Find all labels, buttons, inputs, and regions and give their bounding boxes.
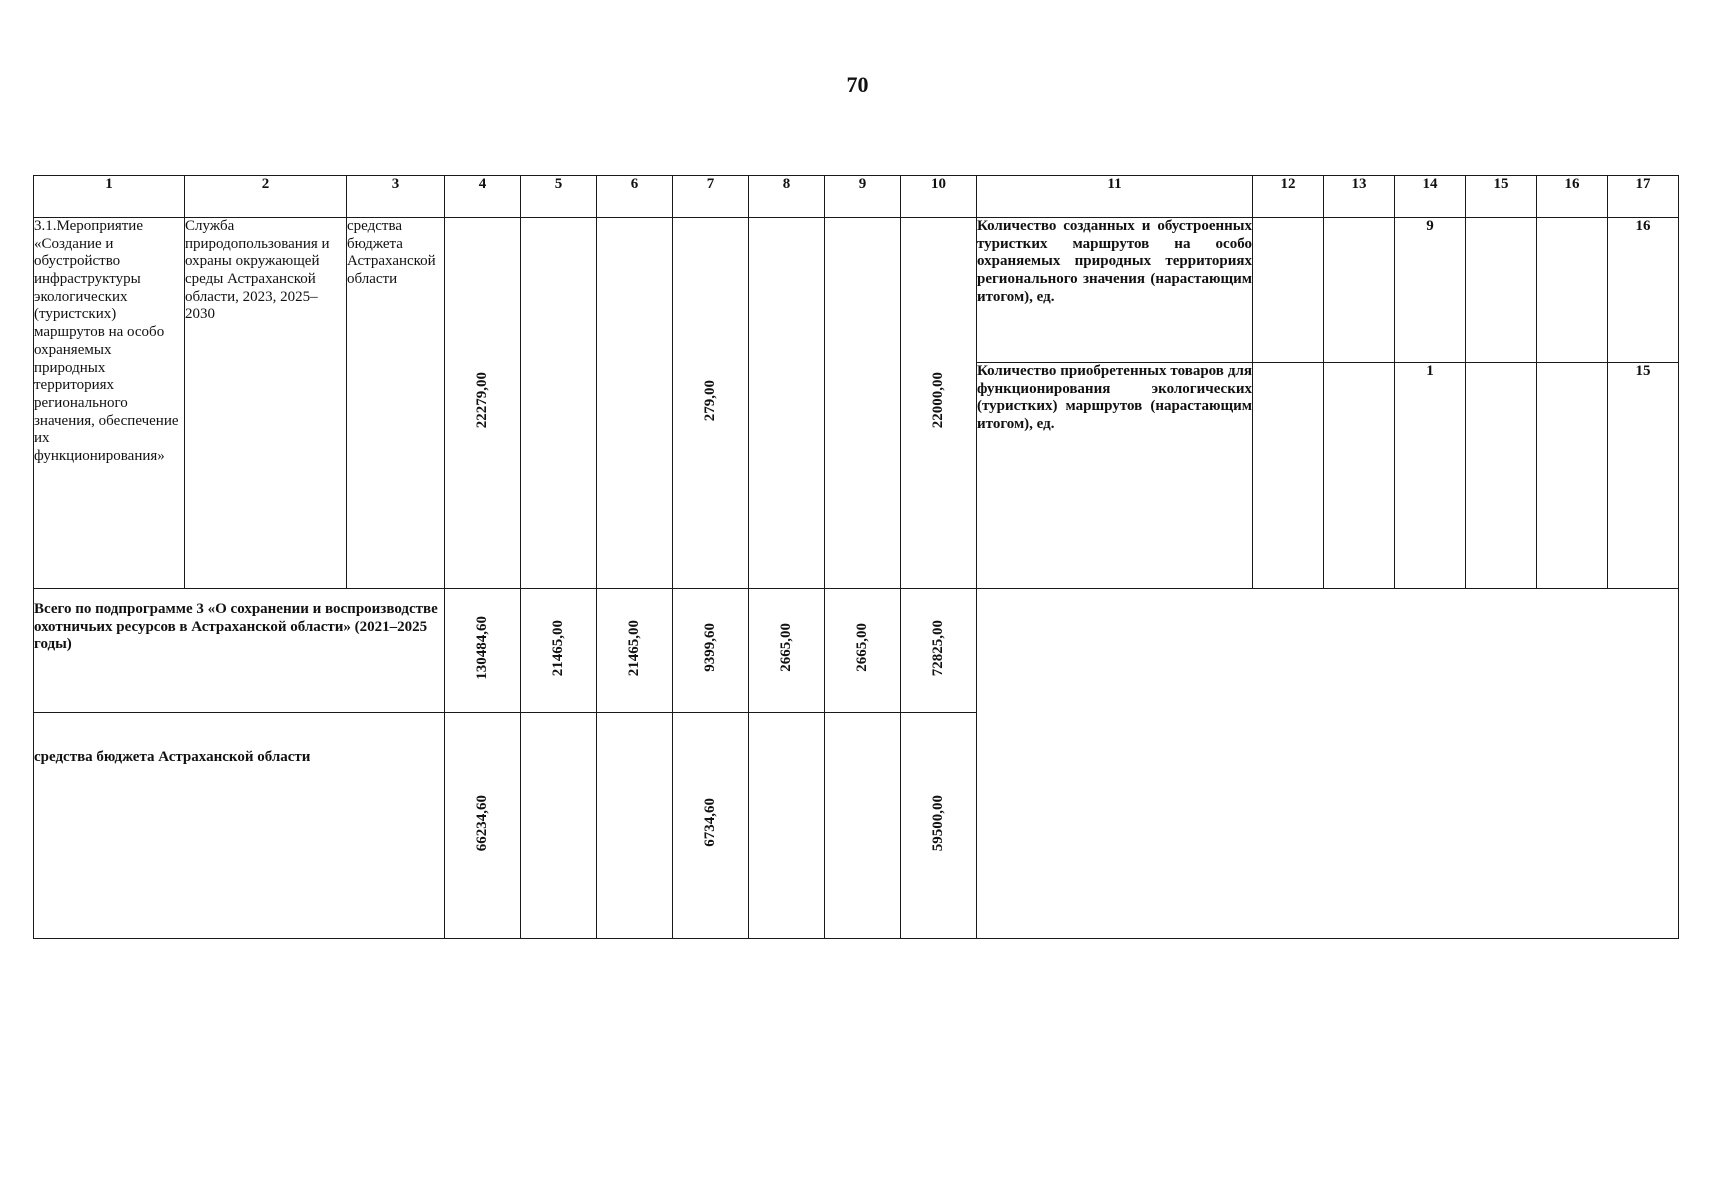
header-cell: 8 xyxy=(749,176,825,218)
total-col4-value: 130484,60 xyxy=(473,615,490,680)
total-label: Всего по подпрограмме 3 «О сохранении и воспроизводстве охотничьих ресурсов в Астраханской области» (2021–2025 годы) xyxy=(34,589,445,713)
header-cell: 5 xyxy=(521,176,597,218)
indicator-col12 xyxy=(1253,218,1324,363)
budget-col10-cell xyxy=(901,713,977,939)
total-col9-cell xyxy=(825,589,901,713)
total-col7-cell xyxy=(673,589,749,713)
indicator-col15 xyxy=(1466,218,1537,363)
budget-col7-cell xyxy=(673,713,749,939)
total-col10-cell xyxy=(901,589,977,713)
indicator-col17: 16 xyxy=(1608,218,1679,363)
empty-indicator-area xyxy=(977,589,1679,939)
header-cell: 11 xyxy=(977,176,1253,218)
indicator-name: Количество приобретенных товаров для функционирования экологических (туристких) маршрутов (нарастающим итогом), ед. xyxy=(977,363,1253,589)
total-col9-value: 2665,00 xyxy=(853,623,870,673)
event-name: 3.1.Мероприятие «Создание и обустройство инфраструктуры экологических (туристских) маршрутов на особо охраняемых природных территориях регионального значения, обеспечение их функционирования» xyxy=(34,218,185,589)
indicator-col14: 1 xyxy=(1395,363,1466,589)
header-cell: 15 xyxy=(1466,176,1537,218)
budget-col6-cell xyxy=(597,713,673,939)
header-cell: 7 xyxy=(673,176,749,218)
budget-col5-cell xyxy=(521,713,597,939)
header-cell: 17 xyxy=(1608,176,1679,218)
budget-col10-value: 59500,00 xyxy=(929,794,946,851)
total-col7-value: 9399,60 xyxy=(701,623,718,673)
total-col10-value: 72825,00 xyxy=(929,619,946,676)
total-row xyxy=(34,589,1679,713)
budget-table xyxy=(33,175,1679,939)
header-cell: 2 xyxy=(185,176,347,218)
total-col5-value: 21465,00 xyxy=(549,619,566,676)
event-col8-cell xyxy=(749,218,825,589)
event-executor: Служба природопользования и охраны окружающей среды Астраханской области, 2023, 2025–2030 xyxy=(185,218,347,589)
header-cell: 10 xyxy=(901,176,977,218)
indicator-col13 xyxy=(1324,363,1395,589)
header-cell: 16 xyxy=(1537,176,1608,218)
budget-col8-cell xyxy=(749,713,825,939)
indicator-col16 xyxy=(1537,363,1608,589)
header-row xyxy=(34,176,1679,218)
indicator-col17: 15 xyxy=(1608,363,1679,589)
total-col5-cell xyxy=(521,589,597,713)
header-cell: 3 xyxy=(347,176,445,218)
event-col4-value: 22279,00 xyxy=(473,372,490,429)
budget-label: средства бюджета Астраханской области xyxy=(34,713,445,939)
event-col6-cell xyxy=(597,218,673,589)
event-col9-cell xyxy=(825,218,901,589)
header-cell: 4 xyxy=(445,176,521,218)
budget-col7-value: 6734,60 xyxy=(701,798,718,848)
event-col4-cell xyxy=(445,218,521,589)
event-col5-cell xyxy=(521,218,597,589)
budget-col4-cell xyxy=(445,713,521,939)
event-col7-value: 279,00 xyxy=(701,379,718,421)
indicator-col13 xyxy=(1324,218,1395,363)
header-cell: 6 xyxy=(597,176,673,218)
event-col7-cell xyxy=(673,218,749,589)
total-col8-value: 2665,00 xyxy=(777,623,794,673)
header-cell: 9 xyxy=(825,176,901,218)
budget-col9-cell xyxy=(825,713,901,939)
budget-col4-value: 66234,60 xyxy=(473,794,490,851)
total-col6-cell xyxy=(597,589,673,713)
header-cell: 14 xyxy=(1395,176,1466,218)
indicator-col15 xyxy=(1466,363,1537,589)
header-cell: 13 xyxy=(1324,176,1395,218)
event-col10-value: 22000,00 xyxy=(929,372,946,429)
indicator-col14: 9 xyxy=(1395,218,1466,363)
event-col10-cell xyxy=(901,218,977,589)
indicator-col16 xyxy=(1537,218,1608,363)
page-number: 70 xyxy=(846,72,869,97)
indicator-name: Количество созданных и обустроенных туристких маршрутов на особо охраняемых природных территориях регионального значения (нарастающим итогом), ед. xyxy=(977,218,1253,363)
event-row xyxy=(34,218,1679,363)
total-col6-value: 21465,00 xyxy=(625,619,642,676)
header-cell: 1 xyxy=(34,176,185,218)
header-cell: 12 xyxy=(1253,176,1324,218)
total-col4-cell xyxy=(445,589,521,713)
indicator-col12 xyxy=(1253,363,1324,589)
total-col8-cell xyxy=(749,589,825,713)
event-funding-source: средства бюджета Астраханской области xyxy=(347,218,445,589)
